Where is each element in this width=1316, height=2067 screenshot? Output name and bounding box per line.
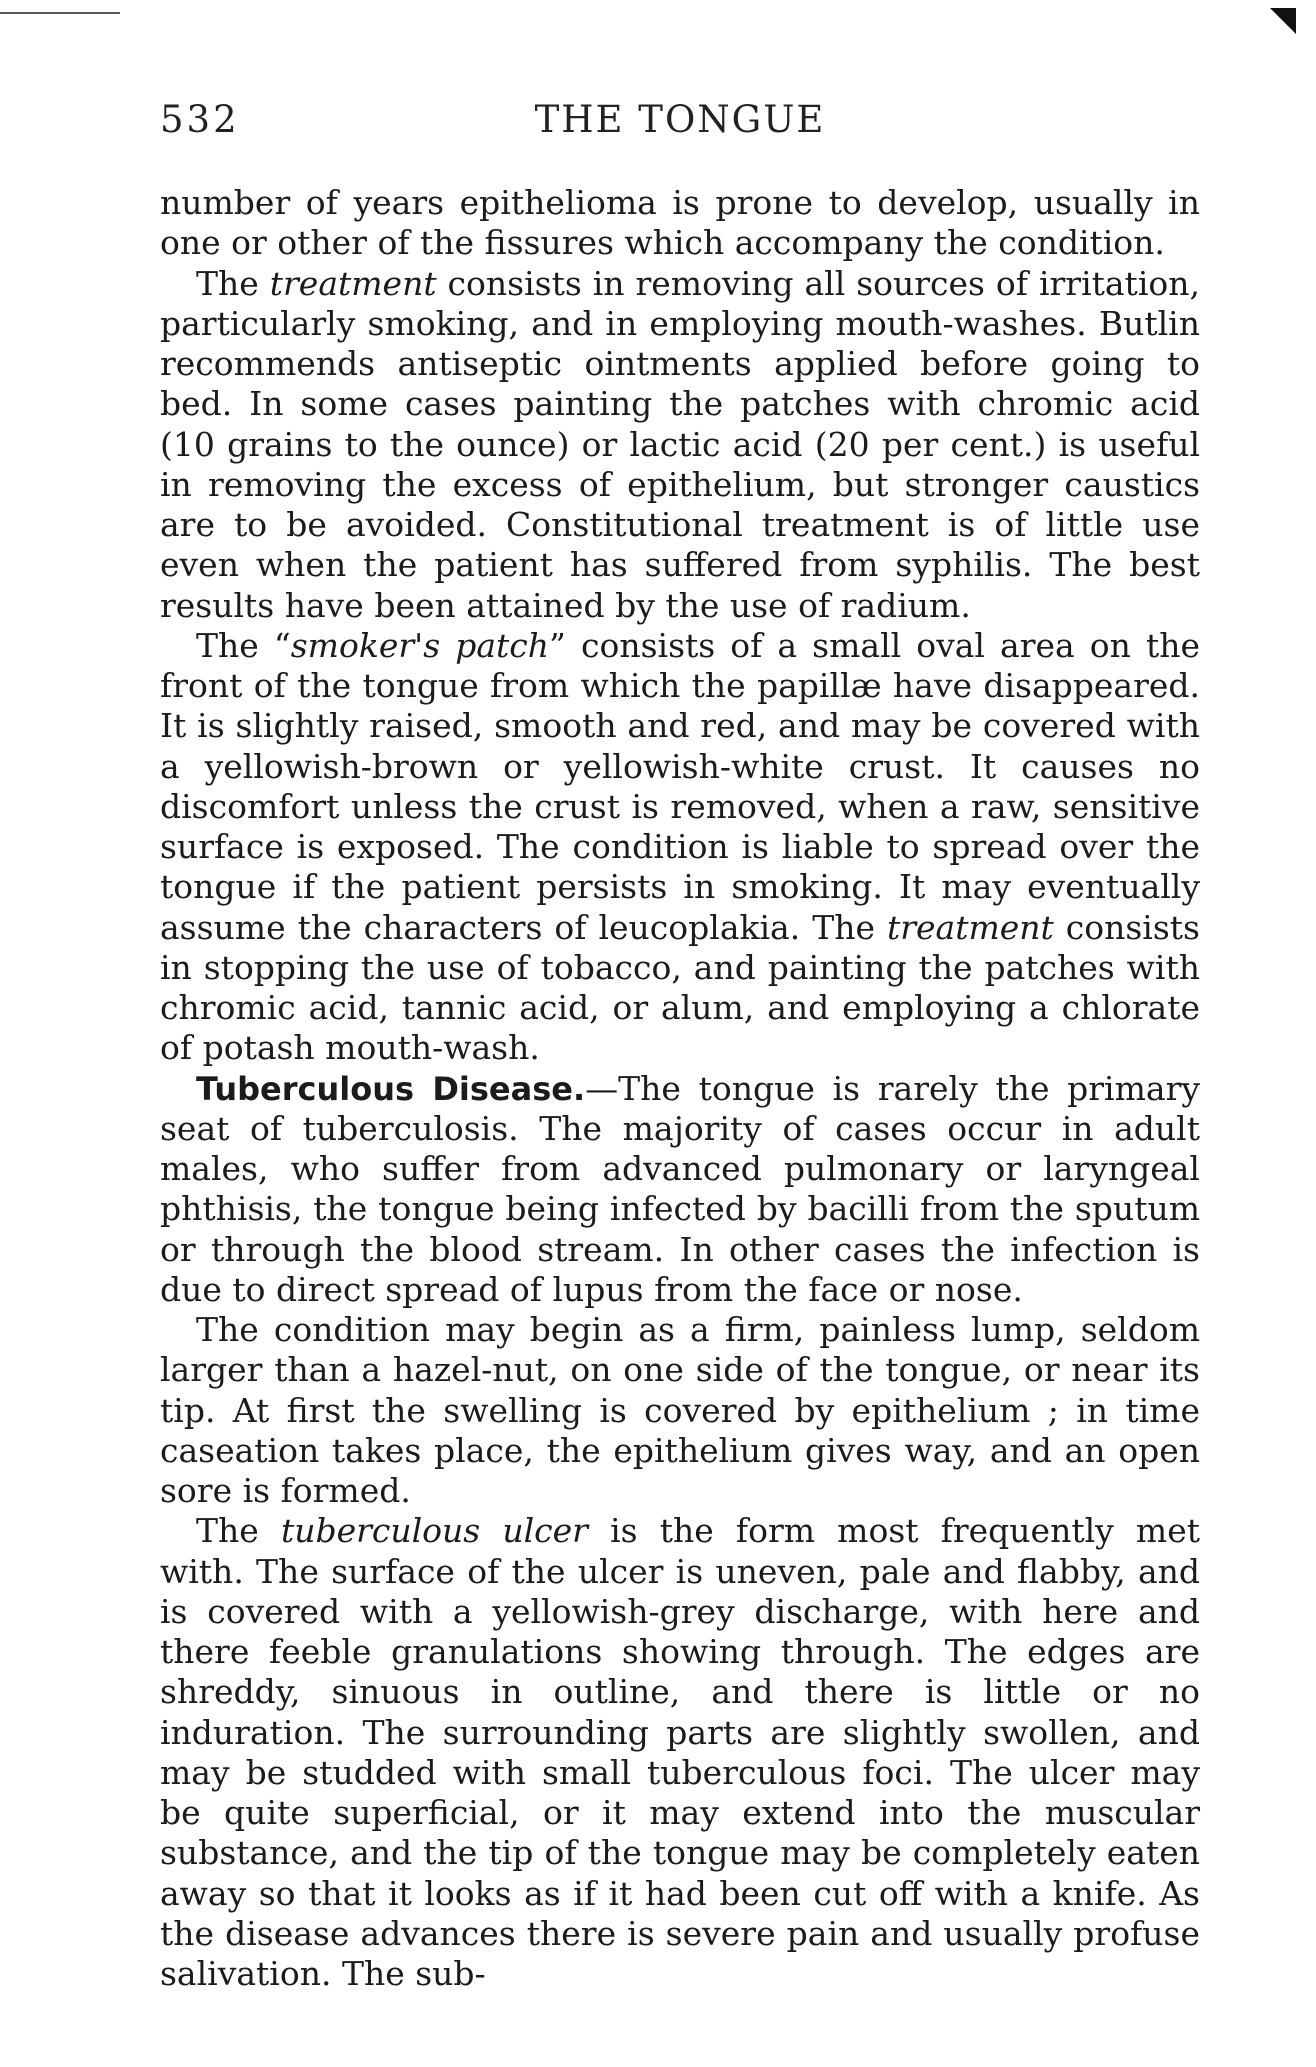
paragraph-text: —The tongue is rarely the primary seat of tuberculosis. The majority of cases occur in adult males, who suffer from advanced pulmonary or laryngeal phthisis, the tongue being infected by bacilli from the sputum or through the blood stream. In other cases the infection is due to direct spread of lupus from the face or nose. (160, 1068, 1200, 1309)
paragraph-continuation (160, 183, 1200, 264)
paragraph-text: consists in removing all sources of irritation, particularly smoking, and in employing mouth-washes. Butlin recommends antiseptic ointments applied before going to bed. In some cases painting the patches with chromic acid (10 grains to the ounce) or lactic acid (20 per cent.) is useful in removing the excess of epithelium, but stronger caustics are to be avoided. Constitutional treatment is of little use even when the patient has suffered from syphilis. The best results have been attained by the use of radium. (160, 263, 1200, 625)
paragraph-tuberculous-disease (160, 1069, 1200, 1311)
paragraph-text-lead: The (196, 263, 270, 303)
paragraph-text: ” consists of a small oval area on the front of the tongue from which the papillæ have disappeared. It is slightly raised, smooth and red, and may be covered with a yellowish-brown or yellowish-white crust. It causes no discomfort unless the crust is removed, when a raw, sensitive surface is exposed. The condition is liable to spread over the tongue if the patient persists in smoking. It may eventually assume the characters of leucoplakia. The (160, 625, 1201, 947)
page-body (160, 183, 1200, 1994)
italic-term: tuberculous ulcer (280, 1511, 588, 1551)
running-title: THE TONGUE (534, 98, 826, 141)
paragraph-tuberculous-ulcer (160, 1511, 1200, 1994)
section-heading: Tuberculous Disease. (196, 1069, 586, 1108)
paragraph-smokers-patch (160, 626, 1200, 1069)
scan-edge-rule (0, 12, 120, 14)
paragraph-text: is the form most frequently met with. The surface of the ulcer is uneven, pale and flabby, and is covered with a yellowish-grey discharge, with here and there feeble granulations showing through. The edges are shreddy, sinuous in outline, and there is little or no induration. The surrounding parts are slightly swollen, and may be studded with small tuberculous foci. The ulcer may be quite superficial, or it may extend into the muscular substance, and the tip of the tongue may be completely eaten away so that it looks as if it had been cut off with a knife. As the disease advances there is severe pain and usually profuse salivation. The sub- (160, 1511, 1200, 1993)
paragraph-condition (160, 1310, 1200, 1511)
paragraph-treatment (160, 264, 1200, 626)
paragraph-text-lead: The (196, 1511, 281, 1551)
italic-term: smoker's patch (290, 625, 550, 665)
corner-mark-icon (1270, 8, 1296, 34)
italic-term: treatment (886, 907, 1054, 947)
paragraph-text-lead: The “ (196, 625, 291, 665)
paragraph-text: number of years epithelioma is prone to develop, usually in one or other of the fissures which accompany the condition. (160, 183, 1200, 263)
italic-term: treatment (269, 263, 437, 303)
paragraph-text: consists in stopping the use of tobacco, and painting the patches with chromic acid, tannic acid, or alum, and employing a chlorate of potash mouth-wash. (160, 907, 1200, 1068)
paragraph-text: The condition may begin as a firm, painless lump, seldom larger than a hazel-nut, on one side of the tongue, or near its tip. At first the swelling is covered by epithelium ; in time caseation takes place, the epithelium gives way, and an open sore is formed. (160, 1310, 1200, 1510)
page-number: 532 (160, 98, 240, 141)
page-header (160, 98, 1200, 148)
